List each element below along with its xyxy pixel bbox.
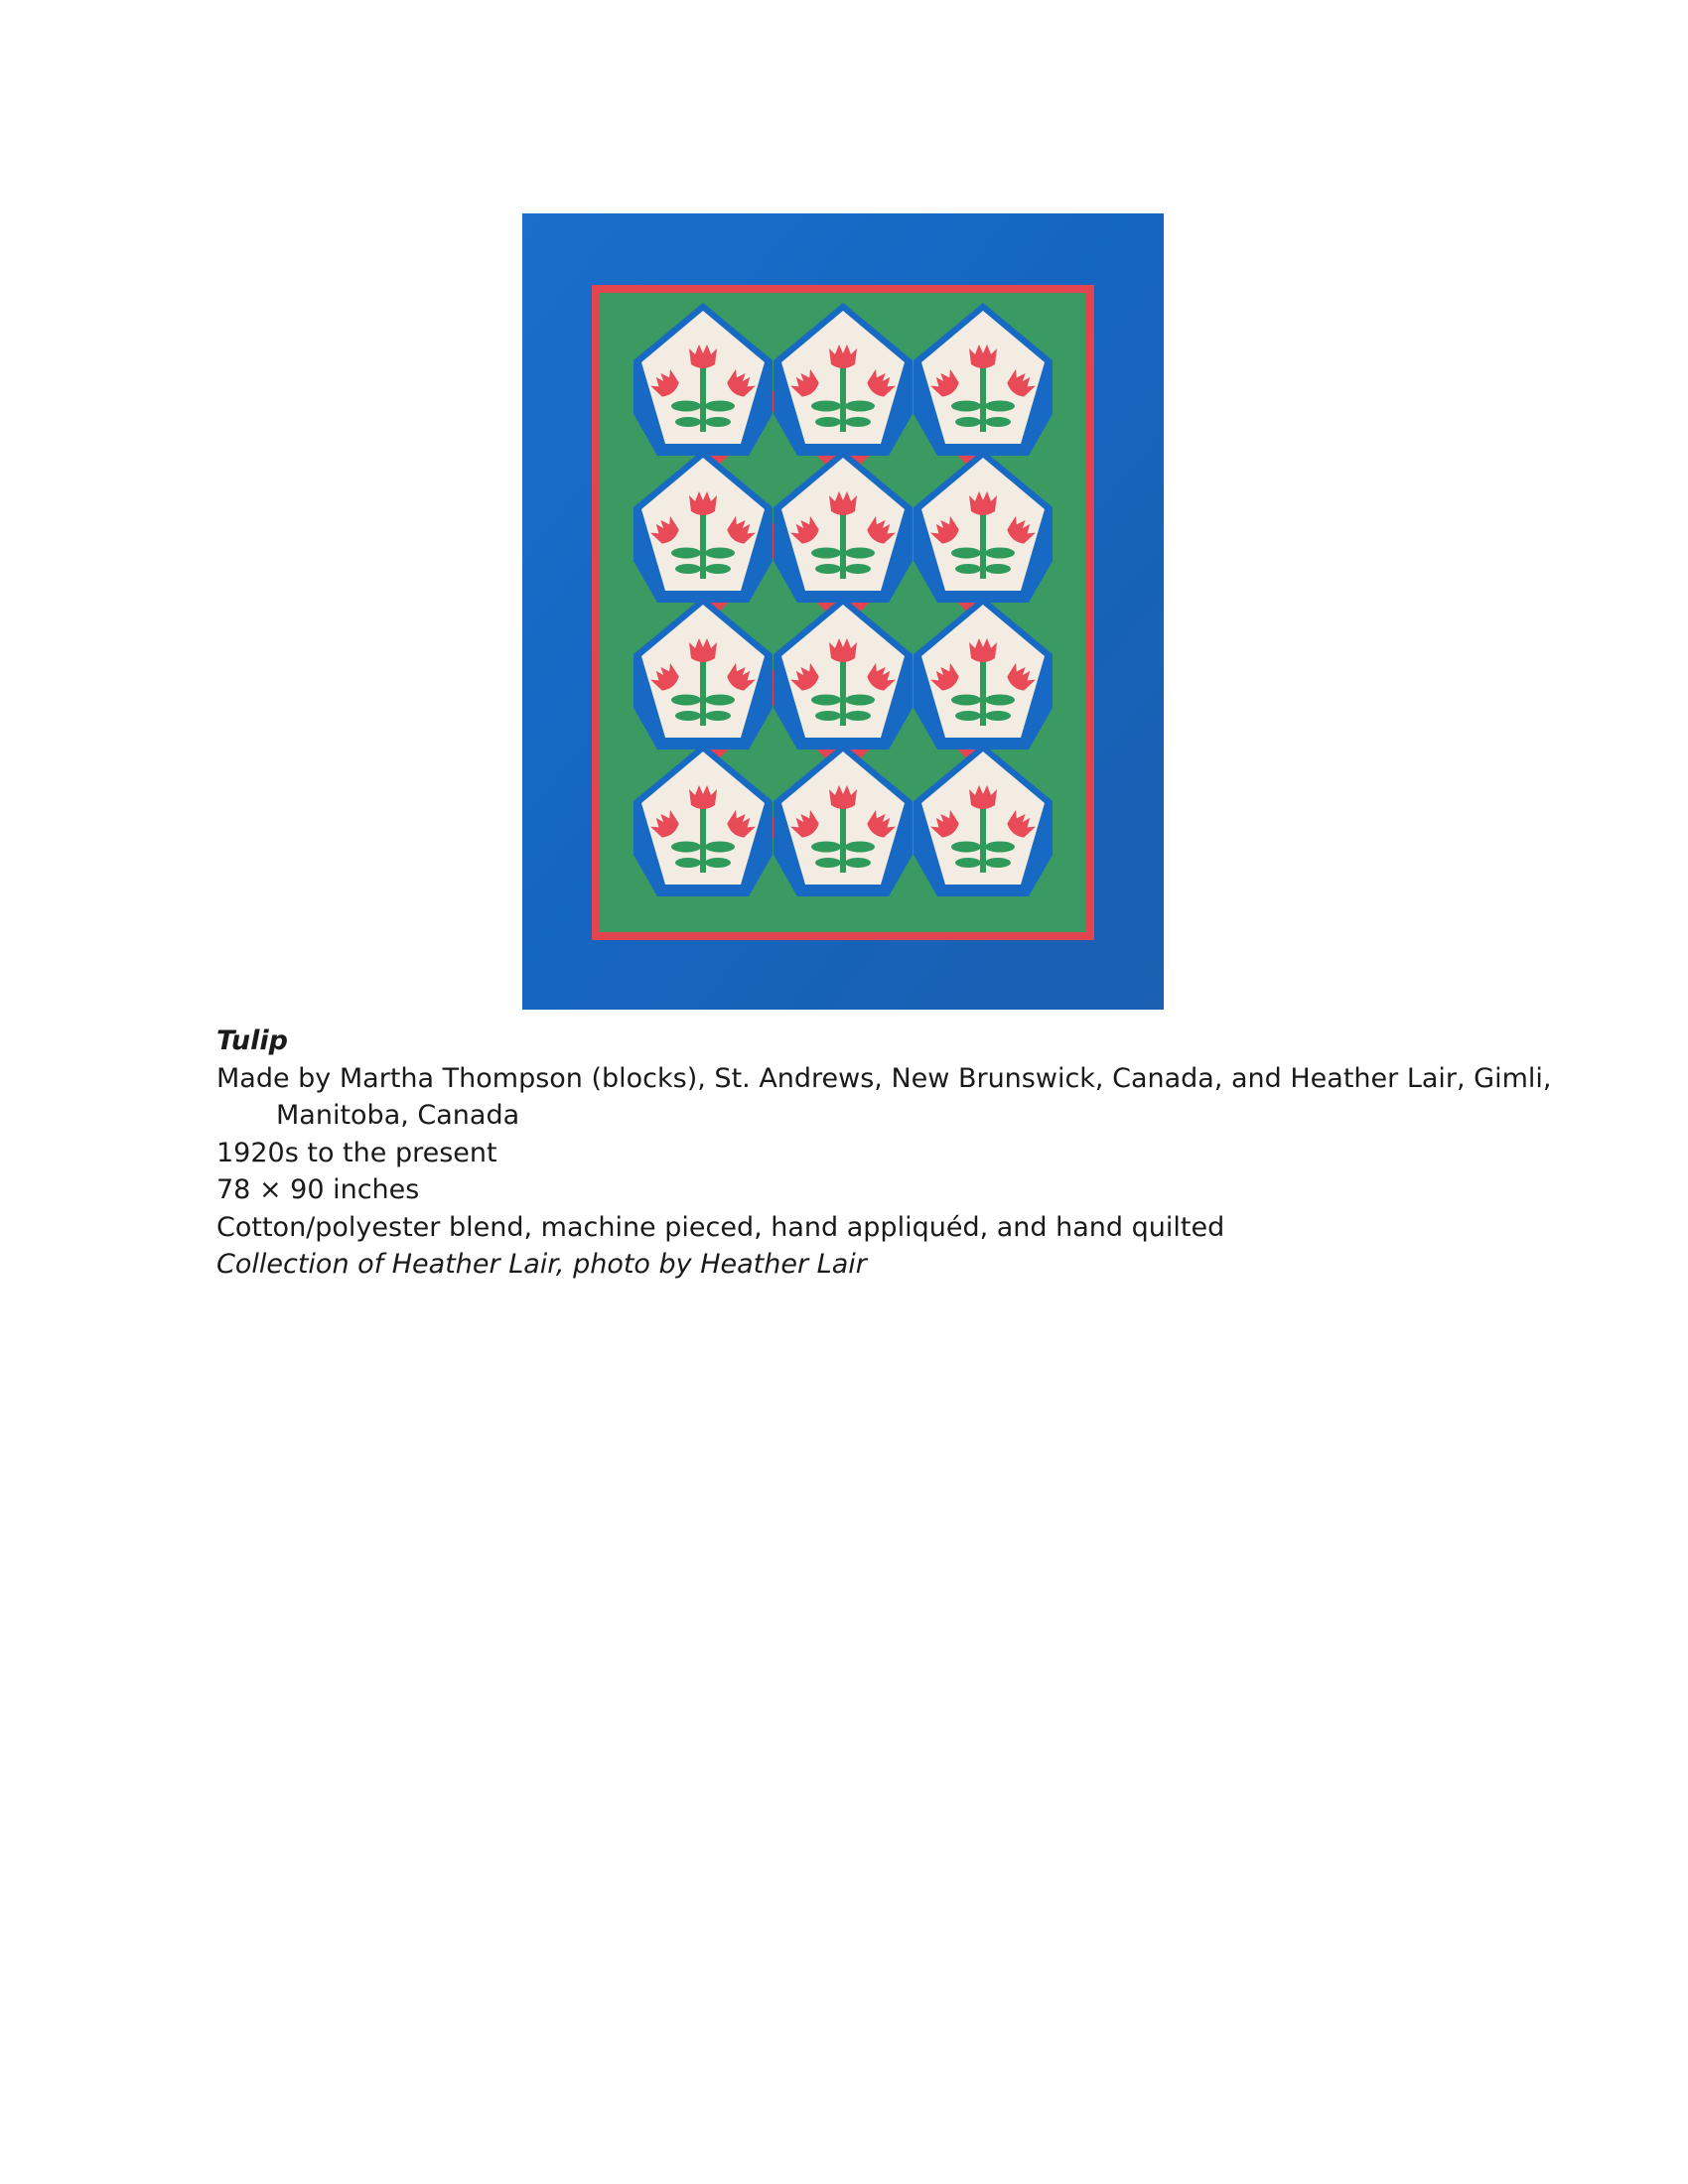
quilt-title: Tulip [216, 1025, 288, 1056]
maker-line-continued: Manitoba, Canada [276, 1100, 520, 1131]
credit-line: Collection of Heather Lair, photo by Heather Lair [216, 1249, 867, 1280]
maker-line: Made by Martha Thompson (blocks), St. Andrews, New Brunswick, Canada, and Heather Lair, Gimli, [216, 1062, 1552, 1094]
size-line: 78 × 90 inches [216, 1174, 420, 1205]
quilt-photo [522, 213, 1164, 1010]
date-line: 1920s to the present [216, 1137, 497, 1168]
quilt-illustration [522, 213, 1164, 1010]
materials-line: Cotton/polyester blend, machine pieced, hand appliquéd, and hand quilted [216, 1211, 1225, 1243]
photo-caption [216, 1023, 1552, 1284]
